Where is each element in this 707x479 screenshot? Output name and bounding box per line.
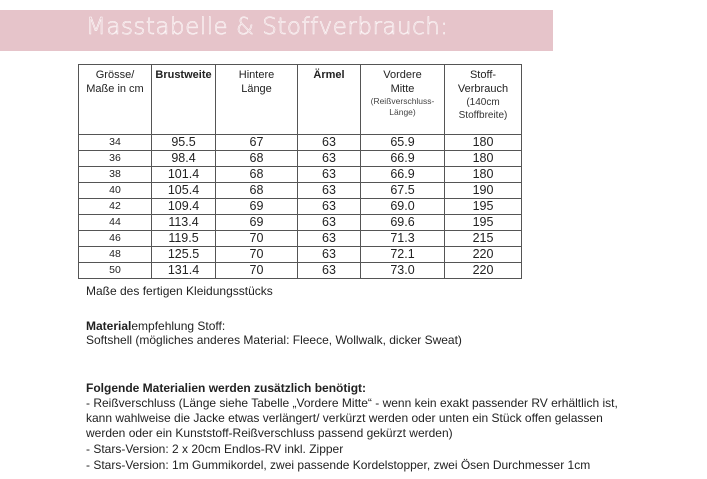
- cell-stoffverbrauch: 220: [445, 263, 522, 279]
- cell-stoffverbrauch: 215: [445, 231, 522, 247]
- cell-aermel: 63: [298, 183, 361, 199]
- cell-vordere-mitte: 69.0: [361, 199, 445, 215]
- cell-vordere-mitte: 65.9: [361, 135, 445, 151]
- extras-line: - Reißverschluss (Länge siehe Tabelle „Vordere Mitte“ - wenn kein exakt passender RV erhältlich ist,: [86, 396, 618, 410]
- cell-brustweite: 119.5: [152, 231, 216, 247]
- cell-size: 46: [79, 231, 152, 247]
- cell-hintere-laenge: 68: [216, 183, 298, 199]
- table-header-row: [79, 65, 522, 135]
- table-row: [79, 183, 522, 199]
- cell-size: 42: [79, 199, 152, 215]
- extras-line: - Stars-Version: 1m Gummikordel, zwei passende Kordelstopper, zwei Ösen Durchmesser 1cm: [86, 458, 591, 472]
- cell-stoffverbrauch: 180: [445, 151, 522, 167]
- cell-stoffverbrauch: 220: [445, 247, 522, 263]
- header-stoffverbrauch: Stoff- Verbrauch (140cm Stoffbreite): [445, 65, 522, 135]
- header-vordere-mitte: Vordere Mitte (Reißverschluss- Länge): [361, 65, 445, 135]
- cell-size: 50: [79, 263, 152, 279]
- header-brustweite: Brustweite: [152, 65, 216, 135]
- material-heading: [86, 319, 225, 333]
- cell-brustweite: 101.4: [152, 167, 216, 183]
- material-heading-bold: Material: [86, 319, 132, 333]
- cell-size: 44: [79, 215, 152, 231]
- cell-vordere-mitte: 67.5: [361, 183, 445, 199]
- cell-hintere-laenge: 70: [216, 263, 298, 279]
- cell-aermel: 63: [298, 151, 361, 167]
- cell-brustweite: 105.4: [152, 183, 216, 199]
- cell-brustweite: 109.4: [152, 199, 216, 215]
- cell-brustweite: 98.4: [152, 151, 216, 167]
- cell-vordere-mitte: 66.9: [361, 151, 445, 167]
- cell-aermel: 63: [298, 135, 361, 151]
- cell-stoffverbrauch: 180: [445, 135, 522, 151]
- header-size: Grösse/ Maße in cm: [79, 65, 152, 135]
- cell-hintere-laenge: 70: [216, 247, 298, 263]
- table-row: [79, 199, 522, 215]
- cell-aermel: 63: [298, 215, 361, 231]
- header-hintere-laenge: Hintere Länge: [216, 65, 298, 135]
- cell-hintere-laenge: 68: [216, 151, 298, 167]
- cell-stoffverbrauch: 195: [445, 199, 522, 215]
- cell-hintere-laenge: 68: [216, 167, 298, 183]
- extras-line: werden oder ein Kunststoff-Reißverschluss passend gekürzt werden): [86, 426, 453, 440]
- cell-vordere-mitte: 69.6: [361, 215, 445, 231]
- extras-heading: Folgende Materialien werden zusätzlich benötigt:: [86, 381, 367, 395]
- cell-vordere-mitte: 73.0: [361, 263, 445, 279]
- cell-vordere-mitte: 71.3: [361, 231, 445, 247]
- cell-hintere-laenge: 69: [216, 199, 298, 215]
- title-banner: [0, 10, 553, 51]
- cell-aermel: 63: [298, 247, 361, 263]
- cell-brustweite: 131.4: [152, 263, 216, 279]
- cell-aermel: 63: [298, 167, 361, 183]
- cell-stoffverbrauch: 190: [445, 183, 522, 199]
- cell-hintere-laenge: 69: [216, 215, 298, 231]
- cell-brustweite: 113.4: [152, 215, 216, 231]
- table-row: [79, 167, 522, 183]
- size-table: [78, 64, 522, 279]
- material-text: Softshell (mögliches anderes Material: Fleece, Wollwalk, dicker Sweat): [86, 333, 462, 347]
- material-heading-rest: empfehlung Stoff:: [131, 319, 226, 333]
- table-row: [79, 215, 522, 231]
- cell-vordere-mitte: 72.1: [361, 247, 445, 263]
- cell-aermel: 63: [298, 231, 361, 247]
- cell-size: 38: [79, 167, 152, 183]
- cell-aermel: 63: [298, 199, 361, 215]
- table-note: Maße des fertigen Kleidungsstücks: [86, 284, 273, 298]
- table-row: [79, 135, 522, 151]
- header-aermel: Ärmel: [298, 65, 361, 135]
- table-row: [79, 231, 522, 247]
- extras-line: kann wahlweise die Jacke etwas verlängert/ verkürzt werden oder unten ein Stück offen gelassen: [86, 411, 603, 425]
- cell-stoffverbrauch: 180: [445, 167, 522, 183]
- cell-size: 34: [79, 135, 152, 151]
- cell-vordere-mitte: 66.9: [361, 167, 445, 183]
- cell-size: 48: [79, 247, 152, 263]
- cell-aermel: 63: [298, 263, 361, 279]
- cell-size: 40: [79, 183, 152, 199]
- table-row: [79, 247, 522, 263]
- cell-size: 36: [79, 151, 152, 167]
- cell-brustweite: 125.5: [152, 247, 216, 263]
- extras-line: - Stars-Version: 2 x 20cm Endlos-RV inkl. Zipper: [86, 442, 344, 456]
- cell-brustweite: 95.5: [152, 135, 216, 151]
- table-row: [79, 151, 522, 167]
- cell-hintere-laenge: 67: [216, 135, 298, 151]
- cell-hintere-laenge: 70: [216, 231, 298, 247]
- table-row: [79, 263, 522, 279]
- cell-stoffverbrauch: 195: [445, 215, 522, 231]
- page-title: Masstabelle & Stoffverbrauch:: [86, 14, 449, 40]
